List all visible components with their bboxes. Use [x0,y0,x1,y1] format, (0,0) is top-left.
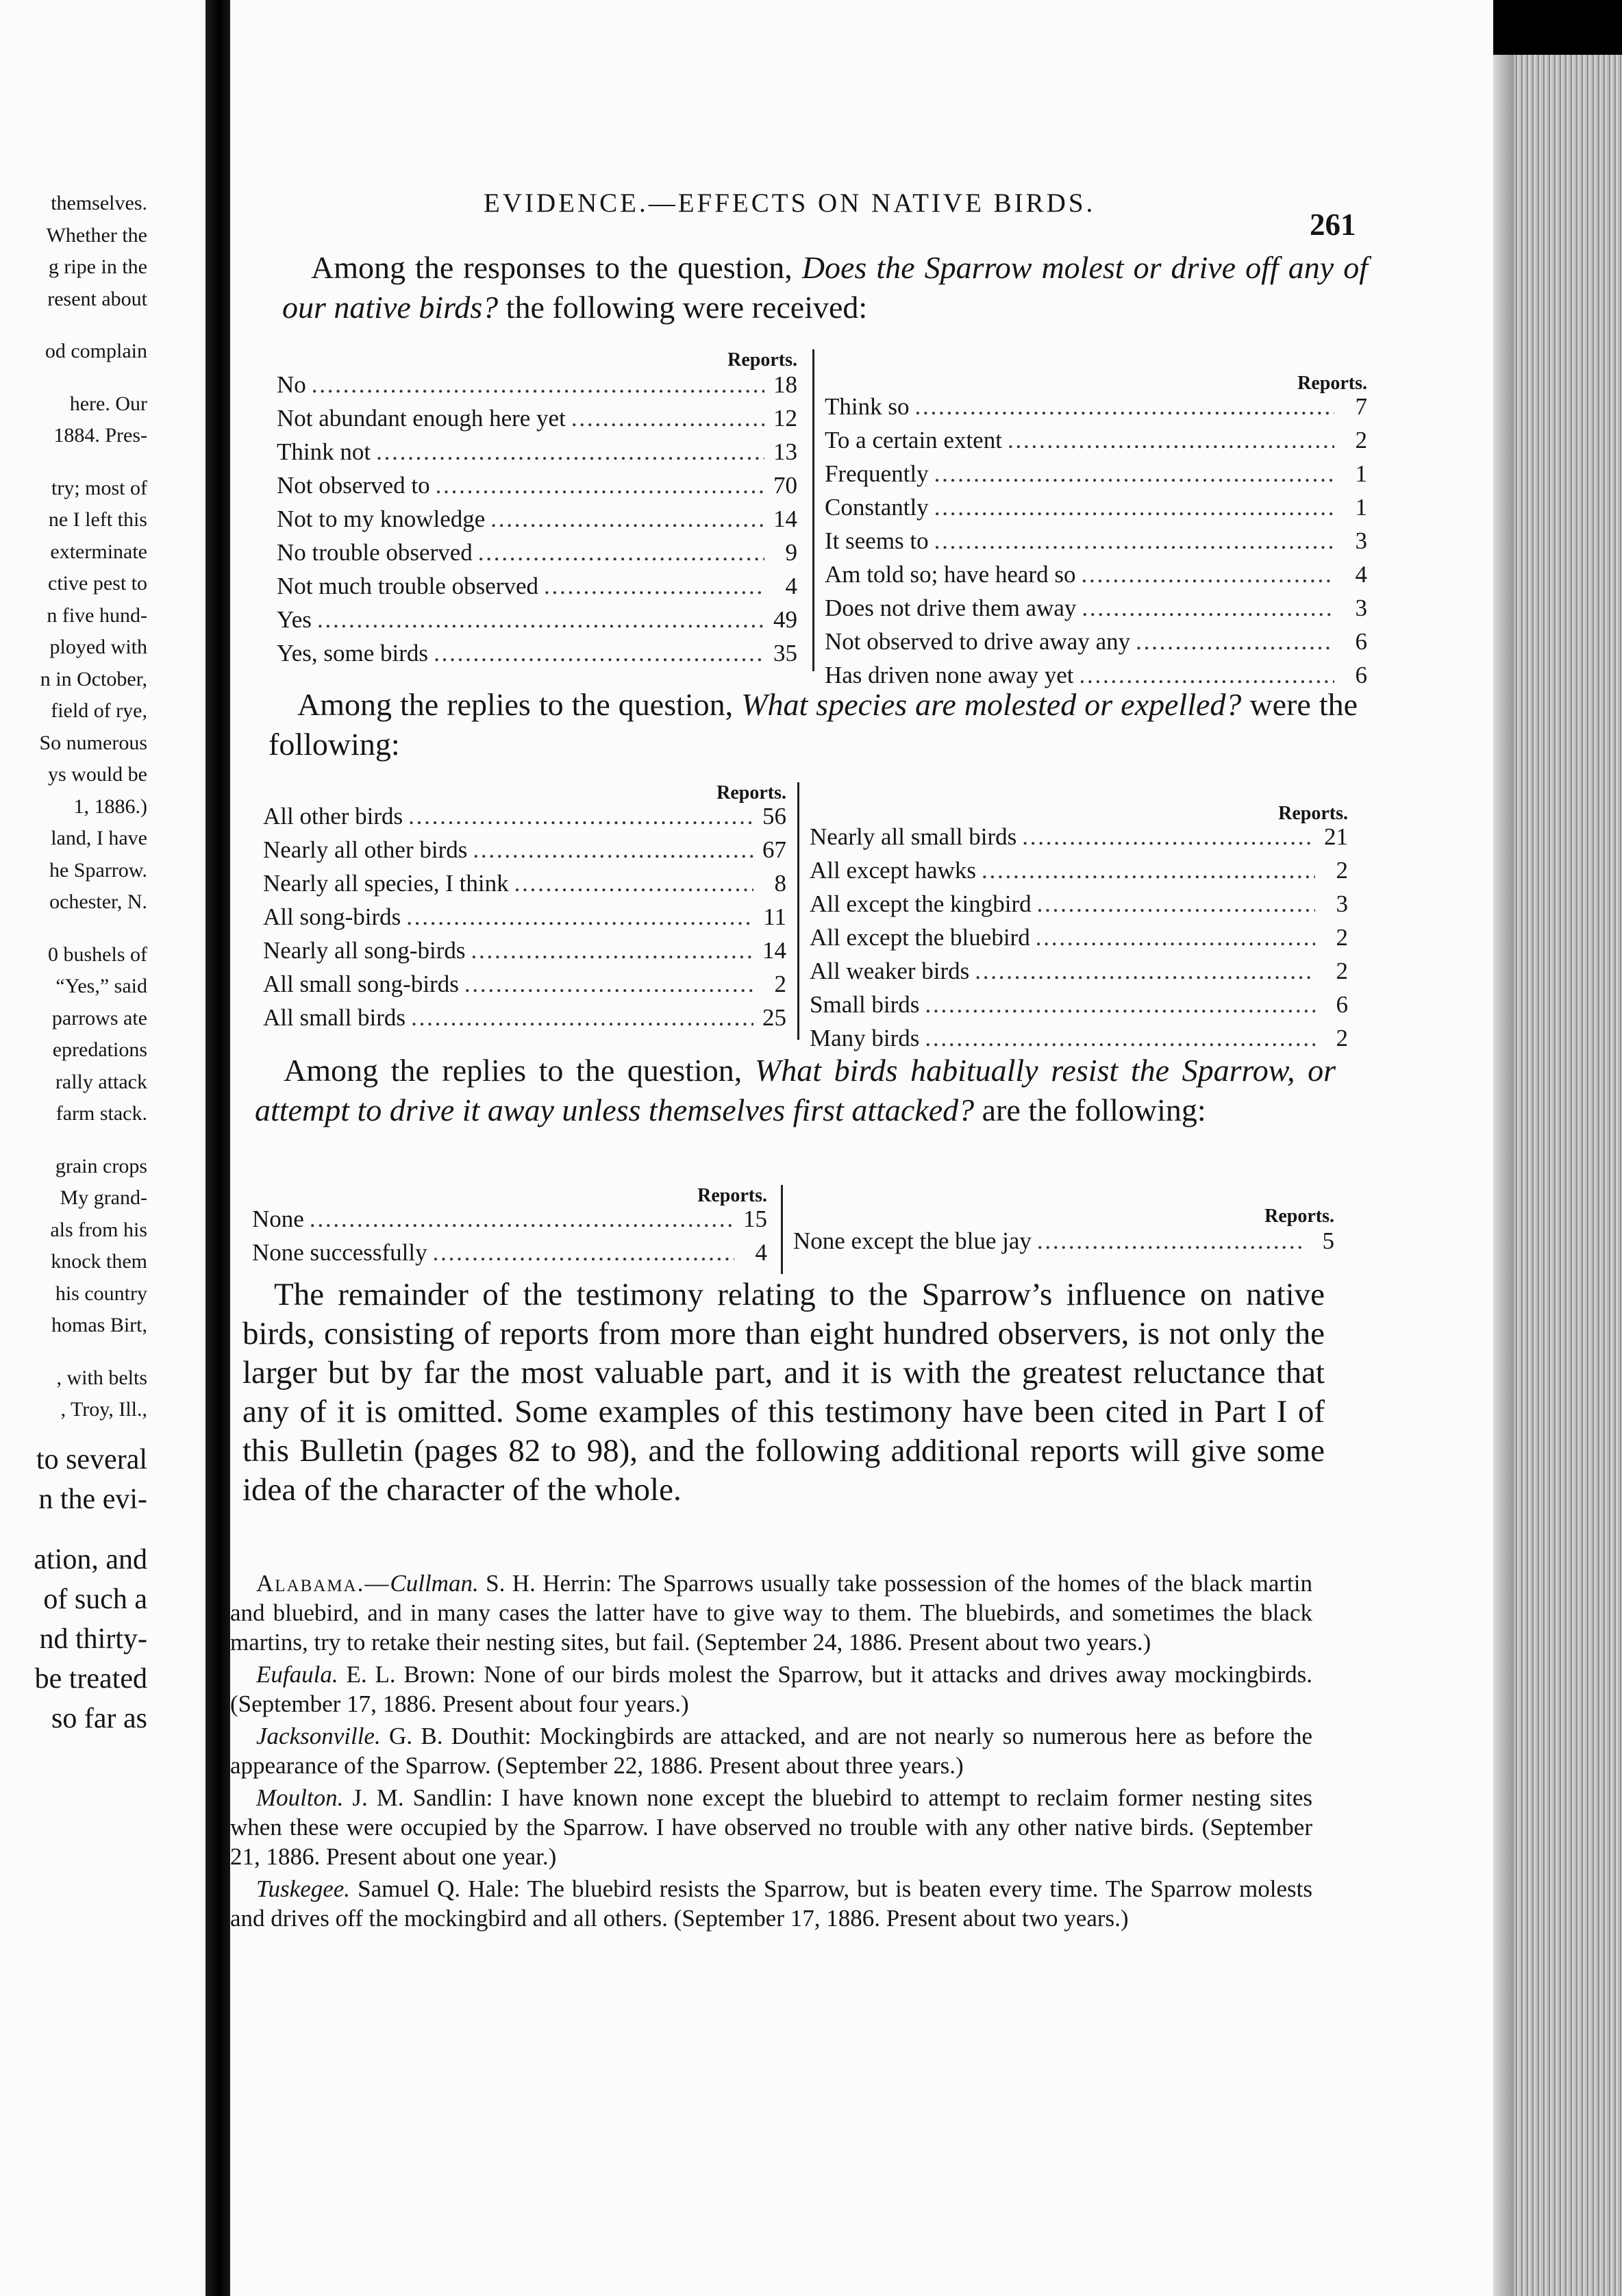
row-count: 8 [774,870,786,897]
row-label: Think so [825,393,910,420]
table-row [277,472,797,505]
reports-list [230,1569,1312,1936]
left-page-line: Whether the [46,223,147,247]
left-page-line: , with belts [56,1366,147,1389]
row-count: 1 [1355,460,1367,487]
table-row [277,606,797,639]
section3-question: What birds habitually resist the Sparrow, or attempt to drive it away unless themselves first attacked? [255,1053,1336,1127]
left-page-line: ne I left this [48,508,147,531]
row-count: 56 [762,803,786,829]
row-count: 4 [785,573,797,599]
table-row [825,628,1367,661]
leader-dots [1136,628,1334,656]
table-row [263,836,786,869]
row-label: Not observed to [277,472,430,499]
row-count: 2 [1355,427,1367,453]
report-entry [230,1721,1312,1780]
column-header: Reports. [716,782,786,803]
row-count: 35 [773,640,797,666]
section1-left-column [277,349,797,692]
section2-intro: Among the replies to the question, [297,687,734,722]
leader-dots [1037,1227,1301,1255]
leader-dots [376,438,764,466]
row-label: Does not drive them away [825,595,1077,621]
table-row [277,506,797,538]
row-label: All except hawks [810,857,976,884]
leader-dots [433,1239,734,1266]
leader-dots [1022,823,1315,851]
table-row [825,427,1367,460]
leader-dots [934,527,1334,555]
column-divider [781,1185,783,1274]
row-label: No [277,371,306,398]
row-count: 14 [762,937,786,964]
left-page-line: epredations [52,1038,147,1061]
report-place: Cullman. [390,1570,479,1597]
leader-dots [982,857,1315,884]
left-page-line: n the evi- [38,1483,147,1515]
table-row [263,937,786,970]
section1-outro: the following were received: [506,290,868,325]
row-count: 15 [743,1206,767,1232]
left-page-line: so far as [51,1702,147,1734]
row-label: All except the bluebird [810,924,1030,951]
row-label: Has driven none away yet [825,662,1074,688]
table-row [810,857,1348,890]
row-count: 2 [1336,958,1348,984]
column-header: Reports. [1278,803,1348,824]
leader-dots [925,991,1315,1019]
row-label: Nearly all other birds [263,836,468,863]
section1-question-paragraph [282,248,1368,327]
leader-dots [434,640,764,667]
report-text: G. B. Douthit: Mockingbirds are attacked, and are not nearly so numerous here as before the appearance of the Sparrow. (September 22, 1886. Present about three years.) [230,1723,1312,1779]
table-row [263,903,786,936]
table-row [277,640,797,673]
main-page [230,0,1515,2296]
report-text: E. L. Brown: None of our birds molest the Sparrow, but it attacks and drives away mockingbirds. (September 17, 1886. Present about four years.) [230,1661,1313,1717]
leader-dots [1008,427,1334,454]
section1-table [277,349,1367,706]
row-count: 2 [1336,924,1348,951]
left-page-line: ation, and [34,1543,147,1575]
section3-intro: Among the replies to the question, [284,1053,743,1088]
left-page-line: My grand- [60,1186,147,1209]
table-row [825,595,1367,627]
leader-dots [471,937,753,964]
report-text: S. H. Herrin: The Sparrows usually take possession of the homes of the black martin and bluebird, and in many cases the latter have to give way to them. The bluebirds, and sometimes the black martins, try to retake their nesting sites, but fail. (September 24, 1886. Present about two years.) [230,1570,1312,1656]
leader-dots [1036,924,1315,951]
row-count: 6 [1336,991,1348,1018]
table-row [277,573,797,606]
left-page-line: n in October, [40,667,147,690]
leader-dots [408,803,753,830]
row-label: None successfully [252,1239,427,1266]
leader-dots [1037,890,1315,918]
section3-question-paragraph [255,1051,1336,1130]
section1-question: Does the Sparrow molest or drive off any of our native birds? [282,250,1368,325]
left-page-line: ployed with [49,636,147,658]
table-row [263,870,786,903]
row-count: 3 [1355,595,1367,621]
leader-dots [1081,561,1334,588]
row-count: 3 [1355,527,1367,554]
leader-dots [406,903,753,931]
column-header: Reports. [727,349,797,371]
row-count: 9 [785,539,797,566]
book-page-edges [1514,48,1622,2296]
section3-right-column [793,1185,1334,1281]
row-label: Not observed to drive away any [825,628,1131,655]
left-page-line: 1884. Pres- [53,424,147,447]
row-count: 18 [773,371,797,398]
table-row [825,494,1367,527]
row-label: To a certain extent [825,427,1002,453]
row-label: Am told so; have heard so [825,561,1076,588]
row-label: Nearly all song-birds [263,937,466,964]
table-row [277,371,797,404]
table-row [810,823,1348,856]
section2-outro: were the following: [269,687,1358,762]
report-entry [230,1874,1312,1933]
row-label: All small birds [263,1004,406,1031]
left-page-line: ochester, N. [49,890,147,913]
leader-dots [975,958,1315,985]
table-row [263,1004,786,1037]
left-page-line: als from his [50,1218,147,1241]
row-count: 2 [1336,857,1348,884]
leader-dots [464,971,753,998]
section1-right-column [825,349,1367,706]
row-count: 67 [762,836,786,863]
row-count: 4 [755,1239,767,1266]
report-place: Jacksonville. [256,1723,381,1749]
table-row [263,971,786,1003]
report-entry [230,1569,1312,1657]
row-count: 6 [1355,662,1367,688]
row-count: 6 [1355,628,1367,655]
leader-dots [514,870,753,897]
section2-question-paragraph [269,685,1358,764]
left-page-line: nd thirty- [39,1623,147,1655]
table-row [810,991,1348,1024]
section2-right-column [810,782,1348,1056]
table-row [277,438,797,471]
left-page-line: exterminate [50,540,147,563]
running-head-title: EVIDENCE.—EFFECTS ON NATIVE BIRDS. [484,188,1096,218]
left-page-line: of such a [43,1583,147,1615]
table-row [810,890,1348,923]
left-page-line: themselves. [51,192,147,214]
left-page-line: grain crops [55,1154,147,1177]
row-label: Frequently [825,460,929,487]
left-page-line: parrows ate [51,1006,147,1030]
report-text: Samuel Q. Hale: The bluebird resists the Sparrow, but is beaten every time. The Sparrow molests and drives off the mockingbird and all others. (September 17, 1886. Present about two years.) [230,1875,1312,1932]
row-count: 3 [1336,890,1348,917]
leader-dots [914,393,1334,421]
column-header: Reports. [1297,373,1367,394]
remainder-paragraph: The remainder of the testimony relating to the Sparrow’s influence on native birds, consisting of reports from more than eight hundred observers, is not only the larger but by far the most valuable part, and it is with the greatest reluctance that any of it is omitted. Some examples of this testimony have been cited in Part I of this Bulletin (pages 82 to 98), and the following additional reports will give some idea of the character of the whole. [242,1277,1325,1508]
leader-dots [478,539,764,566]
row-count: 11 [763,903,786,930]
table-row [825,527,1367,560]
leader-dots [310,1206,734,1233]
left-page-line: 0 bushels of [48,943,147,966]
left-page-line: g ripe in the [48,255,147,278]
left-page-line: So numerous [39,731,147,754]
report-entry [230,1660,1312,1719]
table-row [252,1239,767,1272]
row-count: 2 [774,971,786,997]
row-count: 12 [773,405,797,432]
table-row [825,393,1367,426]
row-label: No trouble observed [277,539,473,566]
row-count: 21 [1324,823,1348,850]
report-entry [230,1783,1312,1871]
column-divider [797,782,799,1040]
row-count: 4 [1355,561,1367,588]
report-state: Alabama.— [256,1570,390,1597]
leader-dots [544,573,764,600]
column-divider [812,349,814,671]
left-page-line: resent about [47,287,147,310]
left-page-line: rally attack [55,1070,147,1093]
row-count: 70 [773,472,797,499]
left-page-line: he Sparrow. [49,858,147,882]
left-page-line: his country [55,1282,147,1305]
left-page-line: knock them [51,1250,147,1273]
column-header: Reports. [697,1185,767,1206]
leader-dots [317,606,764,634]
report-text: J. M. Sandlin: I have known none except the bluebird to attempt to reclaim former nesting sites when these were occupied by the Sparrow. I have observed no trouble with any other native birds. (September 21, 1886. Present about one year.) [230,1784,1313,1870]
left-page-line: 1, 1886.) [73,795,147,818]
leader-dots [1082,595,1334,622]
row-label: Yes [277,606,312,633]
row-count: 2 [1336,1025,1348,1051]
leader-dots [436,472,764,499]
table-row [825,460,1367,493]
leader-dots [490,506,764,533]
row-label: All other birds [263,803,403,829]
leader-dots [934,460,1334,488]
scan-border [1493,0,1622,55]
row-label: All weaker birds [810,958,970,984]
row-label: All song-birds [263,903,401,930]
row-label: None except the blue jay [793,1227,1032,1254]
row-label: Not to my knowledge [277,506,486,532]
row-label: Many birds [810,1025,920,1051]
table-row [825,561,1367,594]
row-label: All small song-birds [263,971,459,997]
page-number: 261 [1310,208,1356,242]
report-place: Tuskegee. [256,1875,351,1902]
table-row [793,1227,1334,1260]
row-count: 25 [762,1004,786,1031]
section2-question: What species are molested or expelled? [741,687,1242,722]
section2-left-column [263,782,786,1056]
row-count: 49 [773,606,797,633]
section3-left-column [252,1185,767,1281]
row-label: All except the kingbird [810,890,1032,917]
column-header: Reports. [1264,1206,1334,1227]
row-label: Not much trouble observed [277,573,538,599]
row-label: None [252,1206,304,1232]
left-page-line: to several [36,1443,147,1475]
left-page-line: be treated [34,1662,147,1695]
left-page-line: farm stack. [55,1102,147,1125]
section3-outro: are the following: [982,1093,1206,1127]
leader-dots [411,1004,753,1032]
left-page-line: try; most of [51,476,147,499]
left-page-fragment [0,0,214,2296]
row-label: Nearly all small birds [810,823,1017,850]
left-page-line: field of rye, [51,699,147,722]
table-row [810,924,1348,957]
left-page-line: “Yes,” said [55,975,147,997]
row-label: It seems to [825,527,929,554]
row-count: 13 [773,438,797,465]
section2-table [263,782,1348,1056]
leader-dots [571,405,764,432]
table-row [252,1206,767,1238]
section3-table [252,1185,1334,1281]
row-label: Yes, some birds [277,640,429,666]
report-place: Eufaula. [256,1661,338,1688]
left-page-line: n five hund- [47,603,147,627]
section1-intro: Among the responses to the question, [311,250,793,285]
row-label: Nearly all species, I think [263,870,509,897]
table-row [277,539,797,572]
left-page-line: here. Our [69,392,147,415]
left-page-line: , Troy, Ill., [60,1398,147,1421]
table-row [277,405,797,438]
leader-dots [925,1025,1315,1052]
row-label: Not abundant enough here yet [277,405,566,432]
row-count: 1 [1355,494,1367,521]
row-count: 14 [773,506,797,532]
row-label: Constantly [825,494,929,521]
row-count: 5 [1322,1227,1334,1254]
left-page-line: ctive pest to [48,572,147,595]
table-row [263,803,786,836]
left-page-line: land, I have [51,827,147,849]
left-page-line: od complain [45,340,147,362]
row-label: Think not [277,438,371,465]
leader-dots [312,371,764,399]
row-count: 7 [1355,393,1367,420]
left-page-line: homas Birt, [51,1314,147,1336]
leader-dots [473,836,753,864]
report-place: Moulton. [256,1784,344,1811]
leader-dots [934,494,1334,521]
table-row [810,958,1348,990]
left-page-line: ys would be [48,763,147,786]
row-label: Small birds [810,991,920,1018]
